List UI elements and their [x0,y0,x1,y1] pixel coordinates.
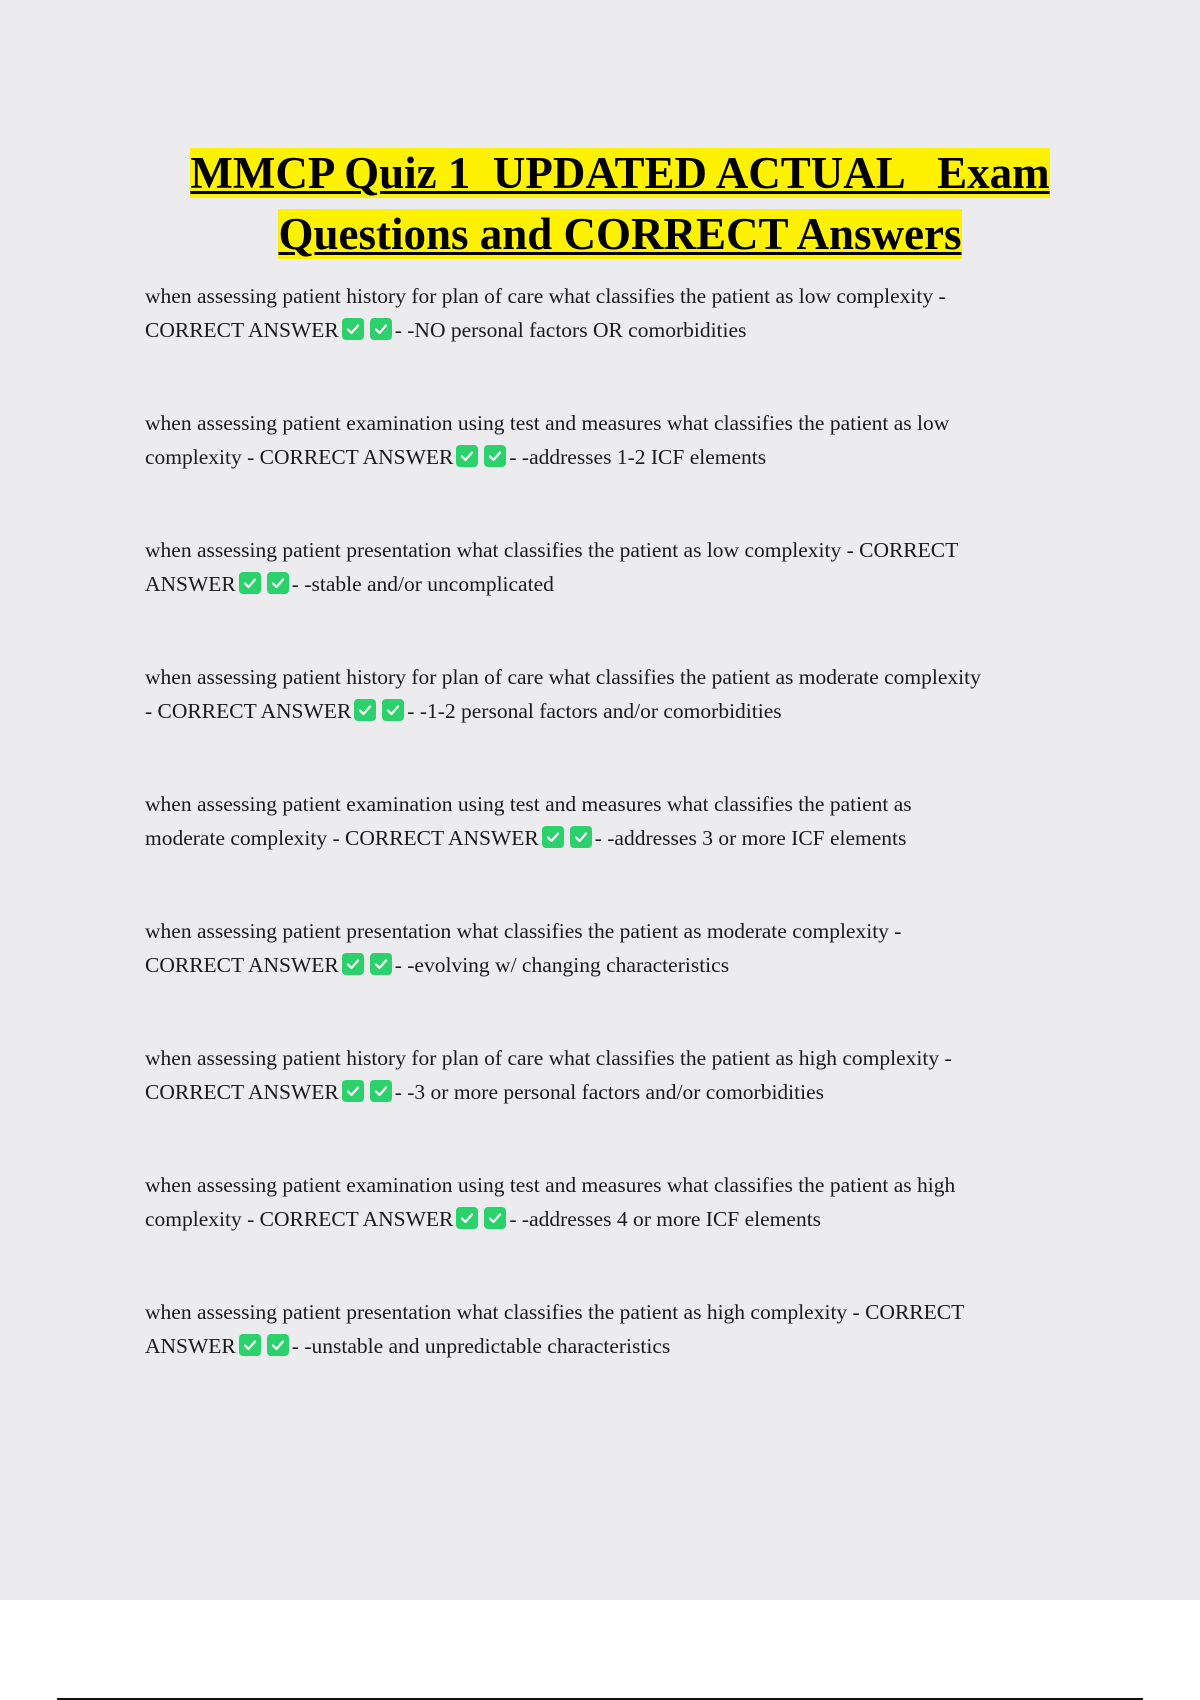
answer-label: CORRECT ANSWER [157,699,352,723]
check-mark-icon [370,318,392,340]
question-text: when assessing patient presentation what classifies the patient as low complexity - CORRECT [145,538,959,562]
answer-label: CORRECT ANSWER [145,953,339,977]
answer-label: CORRECT ANSWER [145,1080,339,1104]
question-text-continued: - [145,699,158,723]
answer-text: - -1-2 personal factors and/or comorbidities [407,699,782,723]
answer-text: - -addresses 1-2 ICF elements [509,445,767,469]
check-mark-icon [484,445,506,467]
qa-item [145,1295,1095,1422]
answer-label: CORRECT ANSWER [259,1207,454,1231]
document-title [100,143,1140,265]
question-text-continued: complexity - [145,1207,260,1231]
question-text: when assessing patient history for plan of care what classifies the patient as high complexity - [145,1046,952,1070]
check-mark-icon [370,1080,392,1102]
check-mark-icon [342,1080,364,1102]
check-mark-icon [239,1334,261,1356]
question-text-continued: complexity - [145,445,260,469]
title-line-2: Questions and CORRECT Answers [278,209,962,259]
question-text-continued: moderate complexity - [145,826,345,850]
qa-item [145,406,1095,533]
answer-text: - -addresses 3 or more ICF elements [594,826,907,850]
answer-text: - -NO personal factors OR comorbidities [394,318,747,342]
question-text: when assessing patient examination using test and measures what classifies the patient as low [145,411,950,435]
check-mark-icon [382,699,404,721]
answer-text: - -stable and/or uncomplicated [291,572,554,596]
qa-item [145,1041,1095,1168]
question-text: when assessing patient presentation what classifies the patient as high complexity - CORRECT [145,1300,965,1324]
answer-label: CORRECT ANSWER [345,826,539,850]
page-bottom-margin [0,1600,1200,1700]
question-text: when assessing patient presentation what classifies the patient as moderate complexity - [145,919,902,943]
answer-label: ANSWER [145,572,236,596]
qa-item [145,1168,1095,1295]
check-mark-icon [542,826,564,848]
answer-label: ANSWER [145,1334,236,1358]
title-line-1: MMCP Quiz 1 UPDATED ACTUAL Exam [190,148,1050,198]
qa-item [145,787,1095,914]
check-mark-icon [570,826,592,848]
qa-item [145,660,1095,787]
answer-text: - -unstable and unpredictable characteristics [291,1334,671,1358]
check-mark-icon [239,572,261,594]
qa-item [145,533,1095,660]
question-text: when assessing patient history for plan of care what classifies the patient as low complexity - [145,284,946,308]
check-mark-icon [456,1207,478,1229]
check-mark-icon [267,1334,289,1356]
check-mark-icon [370,953,392,975]
check-mark-icon [342,953,364,975]
qa-item [145,279,1095,406]
check-mark-icon [456,445,478,467]
check-mark-icon [484,1207,506,1229]
answer-text: - -evolving w/ changing characteristics [394,953,730,977]
answer-text: - -3 or more personal factors and/or comorbidities [394,1080,824,1104]
check-mark-icon [267,572,289,594]
answer-label: CORRECT ANSWER [145,318,339,342]
check-mark-icon [342,318,364,340]
answer-text: - -addresses 4 or more ICF elements [509,1207,822,1231]
question-text: when assessing patient examination using test and measures what classifies the patient as high [145,1173,956,1197]
question-text: when assessing patient history for plan of care what classifies the patient as moderate complexity [145,665,981,689]
question-answer-list [145,279,1095,1422]
check-mark-icon [354,699,376,721]
answer-label: CORRECT ANSWER [259,445,454,469]
qa-item [145,914,1095,1041]
question-text: when assessing patient examination using test and measures what classifies the patient as [145,792,912,816]
